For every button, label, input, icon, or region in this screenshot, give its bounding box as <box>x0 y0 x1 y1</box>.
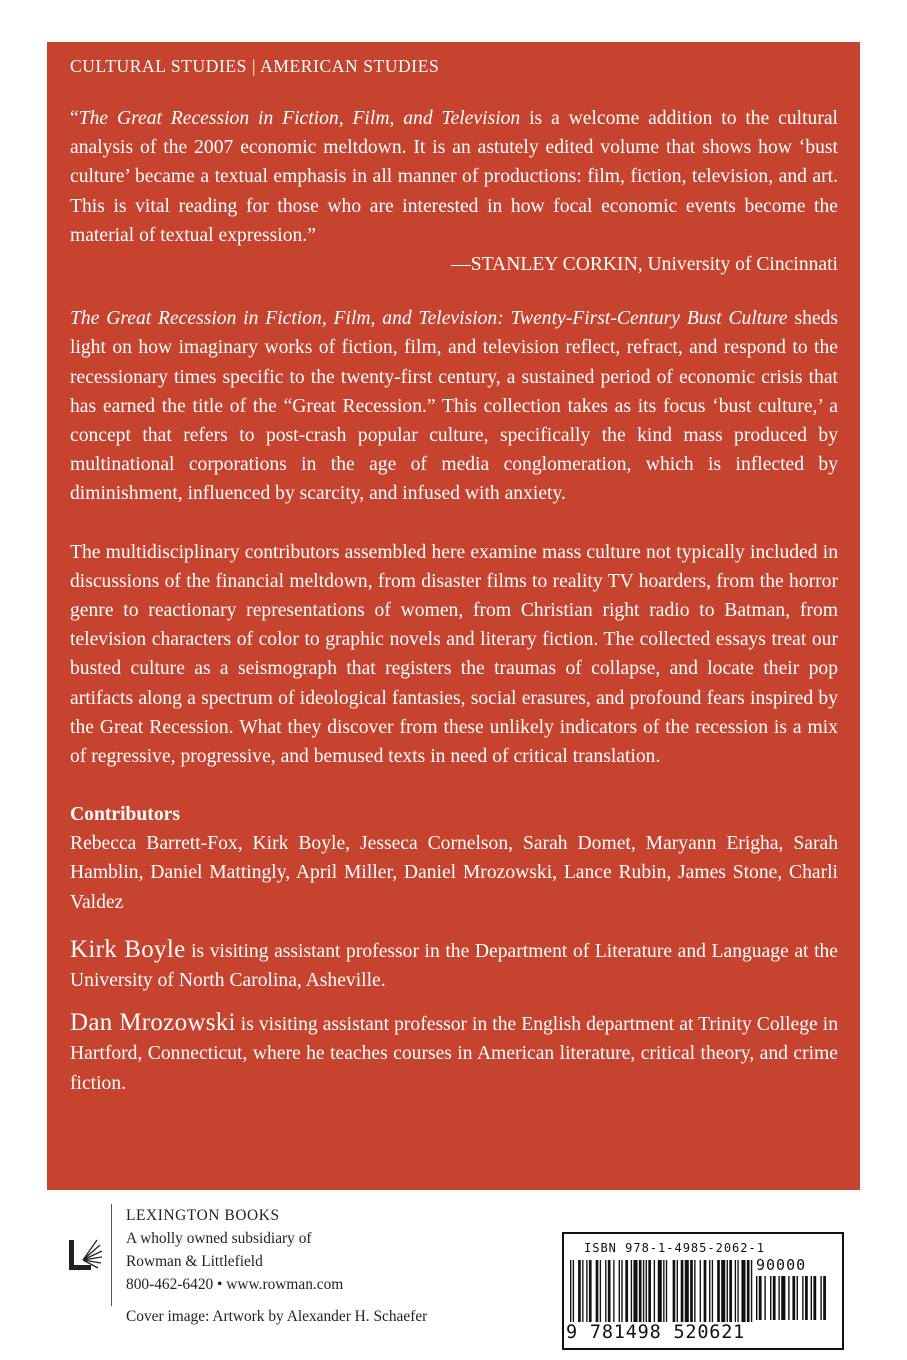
quote-body: is a welcome addition to the cultural analysis of the 2007 economic meltdown. It is an astutely edited volume that shows how ‘bust culture’ became a textual emphasis in all manner of productions: film, fiction, television, and art. This is vital reading for those who are interested in how focal economic events become the material of textual expression.” <box>70 108 838 246</box>
back-cover-footer <box>0 1190 907 1360</box>
editor-bio-text: is visiting assistant professor in the Department of Literature and Language at the University of North Carolina, Asheville. <box>70 940 839 992</box>
price-code: 90000 <box>756 1256 807 1274</box>
publisher-contact: 800-462-6420 • www.rowman.com <box>126 1276 344 1293</box>
description-book-title: The Great Recession in Fiction, Film, and Television: Twenty-First-Century Bust Culture <box>70 308 788 330</box>
isbn-barcode <box>562 1232 844 1350</box>
description-paragraph-2: The multidisciplinary contributors assembled here examine mass culture not typically included in discussions of the financial meltdown, from disaster films to reality TV hoarders, from the horror genre to reactionary representations of women, from Christian right radio to Batman, from television characters of color to graphic novels and literary fiction. The collected essays treat our busted culture as a seismograph that registers the traumas of collapse, and locate their pop artifacts along a spectrum of ideological fantasies, social erasures, and profound fears inspired by the Great Recession. What they discover from these unlikely indicators of the recession is a mix of regressive, progressive, and bemused texts in need of critical translation. <box>70 541 838 768</box>
divider-line <box>111 1204 112 1306</box>
cover-image-credit: Cover image: Artwork by Alexander H. Schaefer <box>126 1308 428 1325</box>
editor-bio-text: is visiting assistant professor in the English department at Trinity College in Hartford, Connecticut, where he teaches courses in American literature, critical theory, and crime fiction. <box>70 1014 838 1094</box>
back-cover-panel <box>47 42 860 1190</box>
quote-attribution: —STANLEY CORKIN, University of Cincinnati <box>451 254 838 276</box>
publisher-subsidiary: A wholly owned subsidiary of <box>126 1230 312 1247</box>
description-paragraph-1 <box>70 304 838 508</box>
editor-name: Dan Mrozowski <box>70 1009 236 1037</box>
publisher-name: LEXINGTON BOOKS <box>126 1207 280 1224</box>
publisher-parent: Rowman & Littlefield <box>126 1253 263 1270</box>
isbn-digits: 9 781498 520621 <box>566 1322 746 1343</box>
quote-book-title: The Great Recession in Fiction, Film, and Television <box>78 108 521 129</box>
publisher-info <box>126 1204 343 1296</box>
endorsement-quote <box>70 104 838 250</box>
quote-open-mark: “ <box>70 108 79 129</box>
editor-bio-dan-mrozowski <box>70 1008 838 1098</box>
contributors-list: Rebecca Barrett-Fox, Kirk Boyle, Jesseca Cornelson, Sarah Domet, Maryann Erigha, Sarah Hamblin, Daniel Mattingly, April Miller, Daniel Mrozowski, Lance Rubin, James Stone, Charli Valdez <box>70 833 838 913</box>
price-barcode-bars <box>756 1276 836 1320</box>
barcode-bars <box>570 1260 754 1322</box>
editor-name: Kirk Boyle <box>70 935 186 963</box>
contributors-heading: Contributors <box>70 804 180 826</box>
isbn-label: ISBN 978-1-4985-2062-1 <box>584 1241 765 1255</box>
lexington-books-logo-icon <box>63 1236 103 1276</box>
editor-bio-kirk-boyle <box>70 935 838 995</box>
description-body-1: sheds light on how imaginary works of fiction, film, and television reflect, refract, and respond to the recessionary times specific to the twenty-first century, a sustained period of economic crisis that has earned the title of the “Great Recession.” This collection takes as its focus ‘bust culture,’ a concept that refers to post-crash popular culture, specifically the kind mass produced by multinational corporations in the age of media conglomeration, which is inflected by diminishment, influenced by scarcity, and infused with anxiety. <box>70 308 838 505</box>
category-label: CULTURAL STUDIES | AMERICAN STUDIES <box>70 56 440 76</box>
